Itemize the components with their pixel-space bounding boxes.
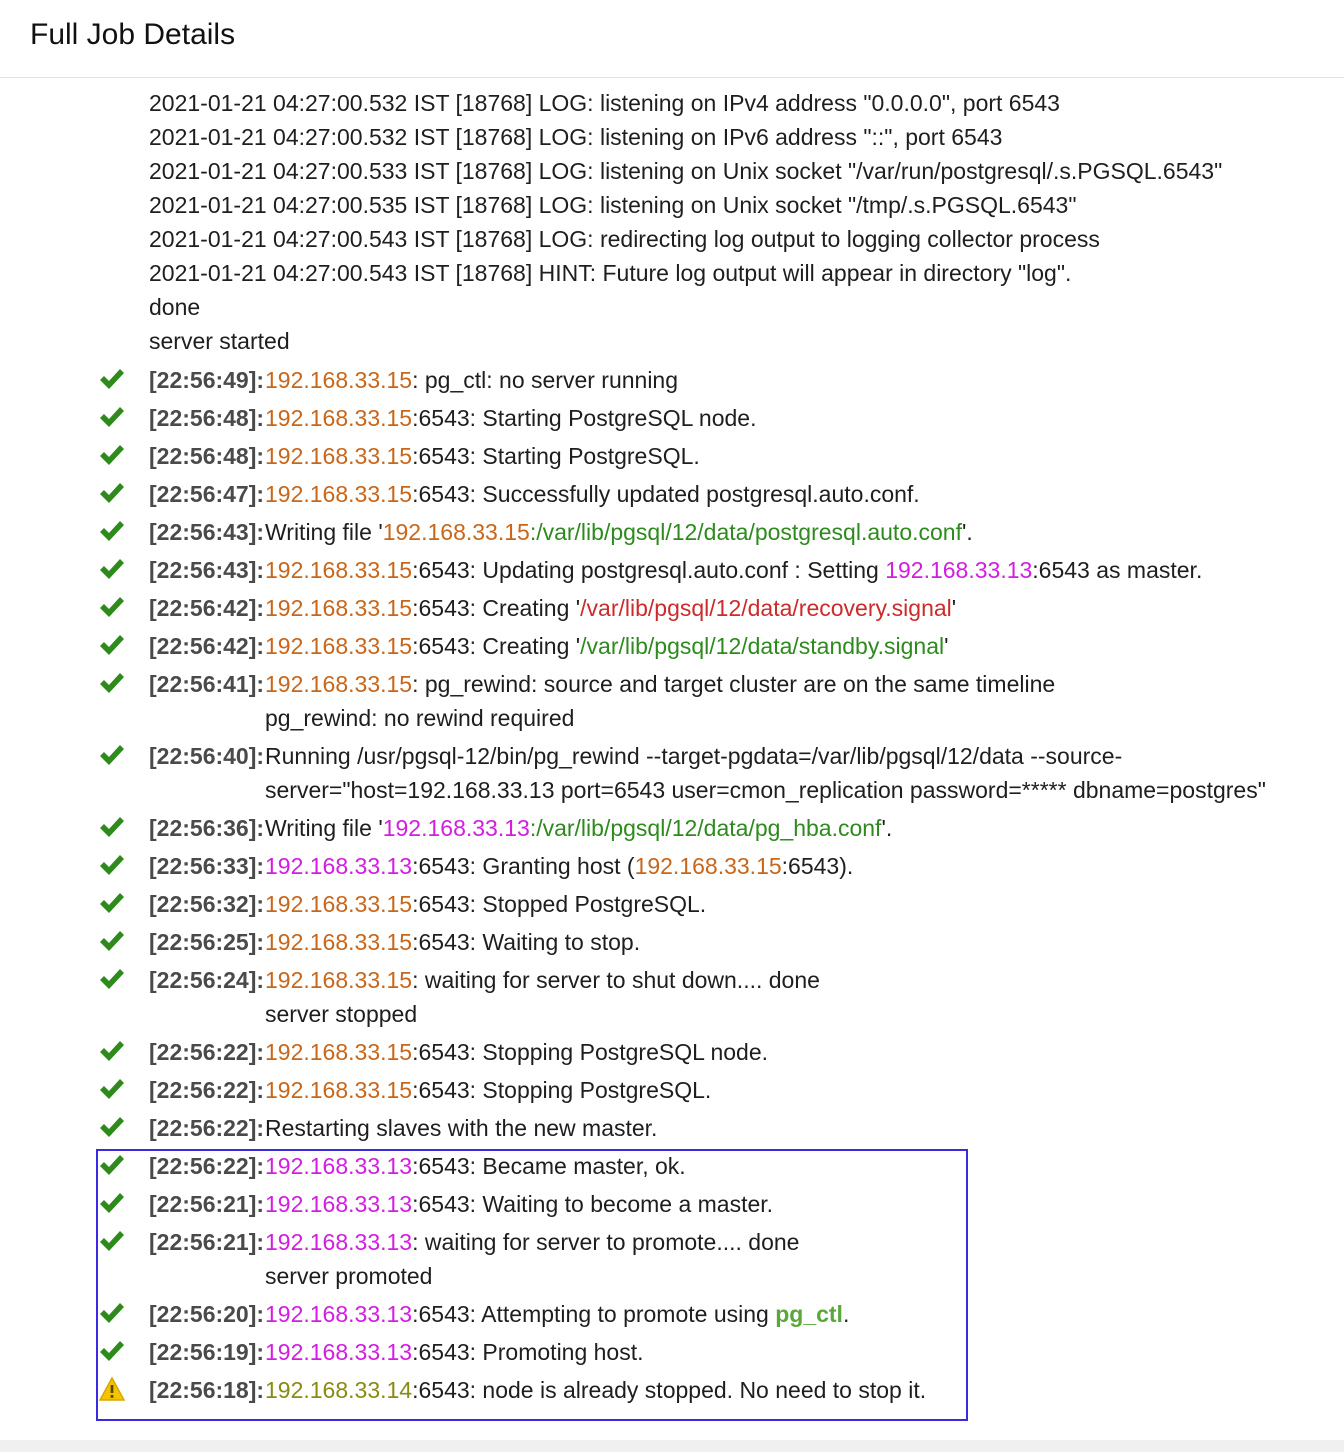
log-timestamp: [22:56:22]:: [149, 1115, 265, 1141]
log-message: [265, 553, 1335, 587]
message-text: Writing file ': [265, 519, 383, 545]
check-icon: [98, 403, 126, 431]
host-address: 192.168.33.15: [265, 929, 413, 955]
message-text: :6543).: [781, 853, 854, 879]
log-message: [265, 1111, 1335, 1145]
log-message: [265, 739, 1335, 807]
host-address: 192.168.33.15: [265, 557, 413, 583]
check-icon: [98, 669, 126, 697]
message-text: '.: [881, 815, 893, 841]
check-icon: [98, 889, 126, 917]
host-address: 192.168.33.15: [265, 405, 413, 431]
log-line: 2021-01-21 04:27:00.533 IST [18768] LOG: listening on Unix socket "/var/run/postgresql/.s.PGSQL.6543": [149, 158, 1223, 184]
message-text: :6543: Attempting to promote using: [412, 1301, 776, 1327]
host-address: 192.168.33.15: [265, 891, 413, 917]
message-continuation: pg_rewind: no rewind required: [265, 705, 575, 731]
message-text: :6543: Starting PostgreSQL node.: [412, 405, 757, 431]
check-icon: [98, 965, 126, 993]
log-message: [265, 1035, 1335, 1069]
log-message: [265, 667, 1335, 735]
message-text: ': [944, 633, 949, 659]
log-timestamp: [22:56:21]:: [149, 1229, 265, 1255]
check-icon: [98, 479, 126, 507]
file-path: :/var/lib/pgsql/12/data/pg_hba.conf: [529, 815, 882, 841]
check-icon: [98, 631, 126, 659]
host-address: 192.168.33.15: [634, 853, 782, 879]
command-name: pg_ctl: [775, 1301, 843, 1327]
host-address: 192.168.33.15: [265, 1077, 413, 1103]
log-message: [265, 363, 1335, 397]
host-address: 192.168.33.15: [265, 1039, 413, 1065]
check-icon: [98, 813, 126, 841]
message-text: Restarting slaves with the new master.: [265, 1115, 658, 1141]
log-line: 2021-01-21 04:27:00.532 IST [18768] LOG: listening on IPv4 address "0.0.0.0", port 6543: [149, 90, 1060, 116]
file-path: /var/lib/pgsql/12/data/recovery.signal: [580, 595, 952, 621]
log-line: 2021-01-21 04:27:00.535 IST [18768] LOG: listening on Unix socket "/tmp/.s.PGSQL.6543": [149, 192, 1077, 218]
log-message: [265, 963, 1335, 1031]
message-text: : pg_ctl: no server running: [412, 367, 679, 393]
message-continuation: server="host=192.168.33.13 port=6543 user=cmon_replication password=***** dbname=postgres": [265, 777, 1266, 803]
message-continuation: server promoted: [265, 1263, 433, 1289]
host-address: 192.168.33.13: [265, 1229, 413, 1255]
log-timestamp: [22:56:18]:: [149, 1377, 265, 1403]
log-timestamp: [22:56:42]:: [149, 595, 265, 621]
host-address: 192.168.33.15: [265, 671, 413, 697]
host-address: 192.168.33.13: [382, 815, 530, 841]
log-timestamp: [22:56:36]:: [149, 815, 265, 841]
message-text: :6543: node is already stopped. No need to stop it.: [412, 1377, 927, 1403]
log-line: done: [149, 294, 201, 320]
message-text: :6543: Waiting to become a master.: [412, 1191, 774, 1217]
host-address: 192.168.33.13: [265, 1153, 413, 1179]
message-text: : pg_rewind: source and target cluster are on the same timeline: [412, 671, 1056, 697]
log-timestamp: [22:56:22]:: [149, 1077, 265, 1103]
log-line: server started: [149, 328, 290, 354]
log-message: [265, 401, 1335, 435]
log-message: [265, 811, 1335, 845]
log-timestamp: [22:56:22]:: [149, 1039, 265, 1065]
message-text: :6543: Stopping PostgreSQL node.: [412, 1039, 768, 1065]
message-text: :6543: Starting PostgreSQL.: [412, 443, 700, 469]
message-text: :6543: Creating ': [412, 633, 581, 659]
host-address: 192.168.33.15: [265, 633, 413, 659]
log-line: 2021-01-21 04:27:00.543 IST [18768] HINT: Future log output will appear in directory "log".: [149, 260, 1072, 286]
message-text: :6543: Updating postgresql.auto.conf : Setting: [412, 557, 886, 583]
message-text: : waiting for server to promote.... done: [412, 1229, 800, 1255]
host-address: 192.168.33.15: [265, 367, 413, 393]
message-text: :6543: Became master, ok.: [412, 1153, 686, 1179]
message-text: ': [951, 595, 957, 621]
highlight-box: [96, 1149, 968, 1421]
log-timestamp: [22:56:25]:: [149, 929, 265, 955]
file-path: /var/lib/pgsql/12/data/standby.signal: [580, 633, 945, 659]
log-timestamp: [22:56:19]:: [149, 1339, 265, 1365]
dialog-footer: [0, 1440, 1344, 1452]
message-text: :6543: Stopping PostgreSQL.: [412, 1077, 712, 1103]
log-timestamp: [22:56:42]:: [149, 633, 265, 659]
log-message: [265, 439, 1335, 473]
log-timestamp: [22:56:21]:: [149, 1191, 265, 1217]
log-message: [265, 925, 1335, 959]
host-address: 192.168.33.13: [265, 853, 413, 879]
page-title: Full Job Details: [30, 18, 236, 51]
dialog-header: [0, 0, 1344, 78]
message-text: Writing file ': [265, 815, 383, 841]
log-line: 2021-01-21 04:27:00.532 IST [18768] LOG: listening on IPv6 address "::", port 6543: [149, 124, 1003, 150]
host-address: 192.168.33.14: [265, 1377, 413, 1403]
check-icon: [98, 927, 126, 955]
log-timestamp: [22:56:32]:: [149, 891, 265, 917]
log-message: [265, 629, 1335, 663]
host-address: 192.168.33.15: [265, 481, 413, 507]
log-message: [265, 515, 1335, 549]
log-message: [265, 477, 1335, 511]
log-timestamp: [22:56:20]:: [149, 1301, 265, 1327]
message-text: :6543: Waiting to stop.: [412, 929, 641, 955]
log-timestamp: [22:56:48]:: [149, 443, 265, 469]
log-message: [265, 1073, 1335, 1107]
log-message: [265, 849, 1335, 883]
host-address: 192.168.33.15: [382, 519, 530, 545]
host-address: 192.168.33.15: [265, 967, 413, 993]
log-line: 2021-01-21 04:27:00.543 IST [18768] LOG: redirecting log output to logging collector process: [149, 226, 1100, 252]
check-icon: [98, 593, 126, 621]
message-text: Running /usr/pgsql-12/bin/pg_rewind --target-pgdata=/var/lib/pgsql/12/data --source-: [265, 743, 1123, 769]
log-timestamp: [22:56:43]:: [149, 557, 265, 583]
check-icon: [98, 1037, 126, 1065]
host-address: 192.168.33.13: [265, 1191, 413, 1217]
message-text: :6543: Promoting host.: [412, 1339, 644, 1365]
message-text: .: [842, 1301, 850, 1327]
check-icon: [98, 1075, 126, 1103]
message-text: '.: [961, 519, 973, 545]
log-timestamp: [22:56:24]:: [149, 967, 265, 993]
message-continuation: server stopped: [265, 1001, 418, 1027]
message-text: :6543: Granting host (: [412, 853, 635, 879]
log-timestamp: [22:56:40]:: [149, 743, 265, 769]
log-message: [265, 887, 1335, 921]
host-address: 192.168.33.15: [265, 443, 413, 469]
log-timestamp: [22:56:49]:: [149, 367, 265, 393]
check-icon: [98, 365, 126, 393]
message-text: :6543: Successfully updated postgresql.auto.conf.: [412, 481, 920, 507]
log-timestamp: [22:56:41]:: [149, 671, 265, 697]
log-timestamp: [22:56:47]:: [149, 481, 265, 507]
message-text: :6543 as master.: [1032, 557, 1203, 583]
check-icon: [98, 741, 126, 769]
host-address: 192.168.33.15: [265, 595, 413, 621]
log-timestamp: [22:56:48]:: [149, 405, 265, 431]
check-icon: [98, 517, 126, 545]
log-timestamp: [22:56:43]:: [149, 519, 265, 545]
message-text: :6543: Stopped PostgreSQL.: [412, 891, 707, 917]
log-message: [265, 591, 1335, 625]
check-icon: [98, 555, 126, 583]
check-icon: [98, 441, 126, 469]
file-path: :/var/lib/pgsql/12/data/postgresql.auto.conf: [529, 519, 962, 545]
message-text: :6543: Creating ': [412, 595, 581, 621]
host-address: 192.168.33.13: [885, 557, 1033, 583]
log-timestamp: [22:56:33]:: [149, 853, 265, 879]
log-timestamp: [22:56:22]:: [149, 1153, 265, 1179]
check-icon: [98, 851, 126, 879]
check-icon: [98, 1113, 126, 1141]
host-address: 192.168.33.13: [265, 1301, 413, 1327]
message-text: : waiting for server to shut down.... done: [412, 967, 820, 993]
host-address: 192.168.33.13: [265, 1339, 413, 1365]
